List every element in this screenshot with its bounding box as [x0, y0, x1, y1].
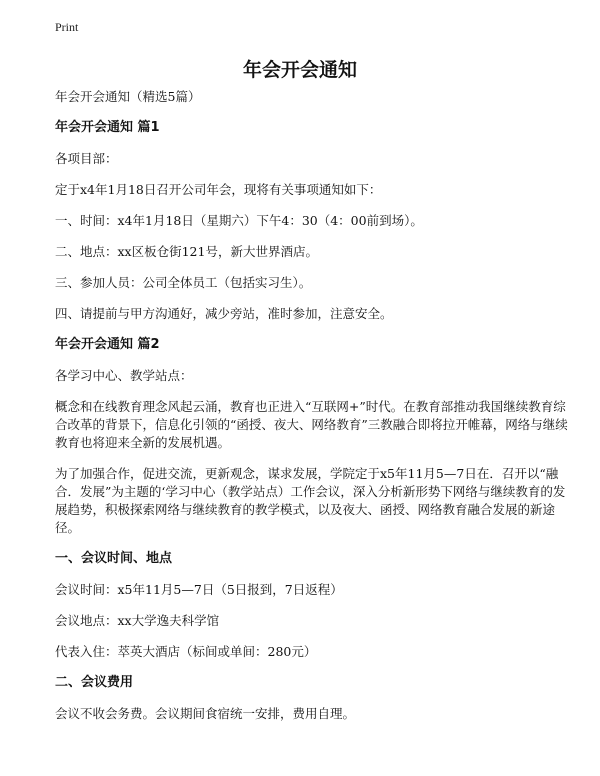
paragraph: 为了加强合作，促进交流，更新观念，谋求发展，学院定于x5年11月5—7日在．召开以“融合．发展”为主题的‘学习中心（教学站点）工作会议，深入分析新形势下网络与继续教育的发展趋势，积极探索网络与继续教育的教学模式，以及夜大、函授、网络教育融合发展的新途径。: [55, 466, 566, 535]
paragraph: 一、时间：x4年1月18日（星期六）下午4：30（4：00前到场）。: [55, 213, 423, 228]
paragraph: 三、参加人员：公司全体员工（包括实习生）。: [55, 275, 312, 290]
paragraph: 概念和在线教育理念风起云涌，教育也正进入“互联网+”时代。在教育部推动我国继续教育综合改革的背景下，信息化引领的“函授、夜大、网络教育”三教融合即将拉开帷幕，网络与继续教育也将迎来全新的发展机遇。: [55, 399, 568, 450]
section-heading: 一、会议时间、地点: [55, 551, 173, 566]
paragraph: 四、请提前与甲方沟通好，减少旁站，准时参加，注意安全。: [55, 306, 393, 321]
paragraph: 会议不收会务费。会议期间食宿统一安排，费用自理。: [55, 706, 356, 721]
paragraph: 会议地点：xx大学逸夫科学馆: [55, 613, 220, 628]
paragraph: 代表入住：萃英大酒店（标间或单间：280元）: [55, 644, 317, 659]
paragraph: 会议时间：x5年11月5—7日（5日报到，7日返程）: [55, 582, 343, 597]
document-body: [55, 88, 575, 736]
paragraph: 二、地点：xx区板仓街121号，新大世界酒店。: [55, 244, 318, 259]
section-heading: 二、会议费用: [55, 675, 134, 690]
document-title: 年会开会通知: [242, 59, 357, 81]
print-link[interactable]: Print: [55, 20, 79, 34]
paragraph: 年会开会通知（精选5篇）: [55, 89, 201, 104]
section-heading: 年会开会通知 篇1: [55, 120, 160, 135]
section-heading: 年会开会通知 篇2: [55, 337, 160, 352]
paragraph: 各项目部：: [55, 151, 118, 166]
paragraph: 定于x4年1月18日召开公司年会，现将有关事项通知如下：: [55, 182, 382, 197]
paragraph: 各学习中心、教学站点：: [55, 368, 193, 383]
